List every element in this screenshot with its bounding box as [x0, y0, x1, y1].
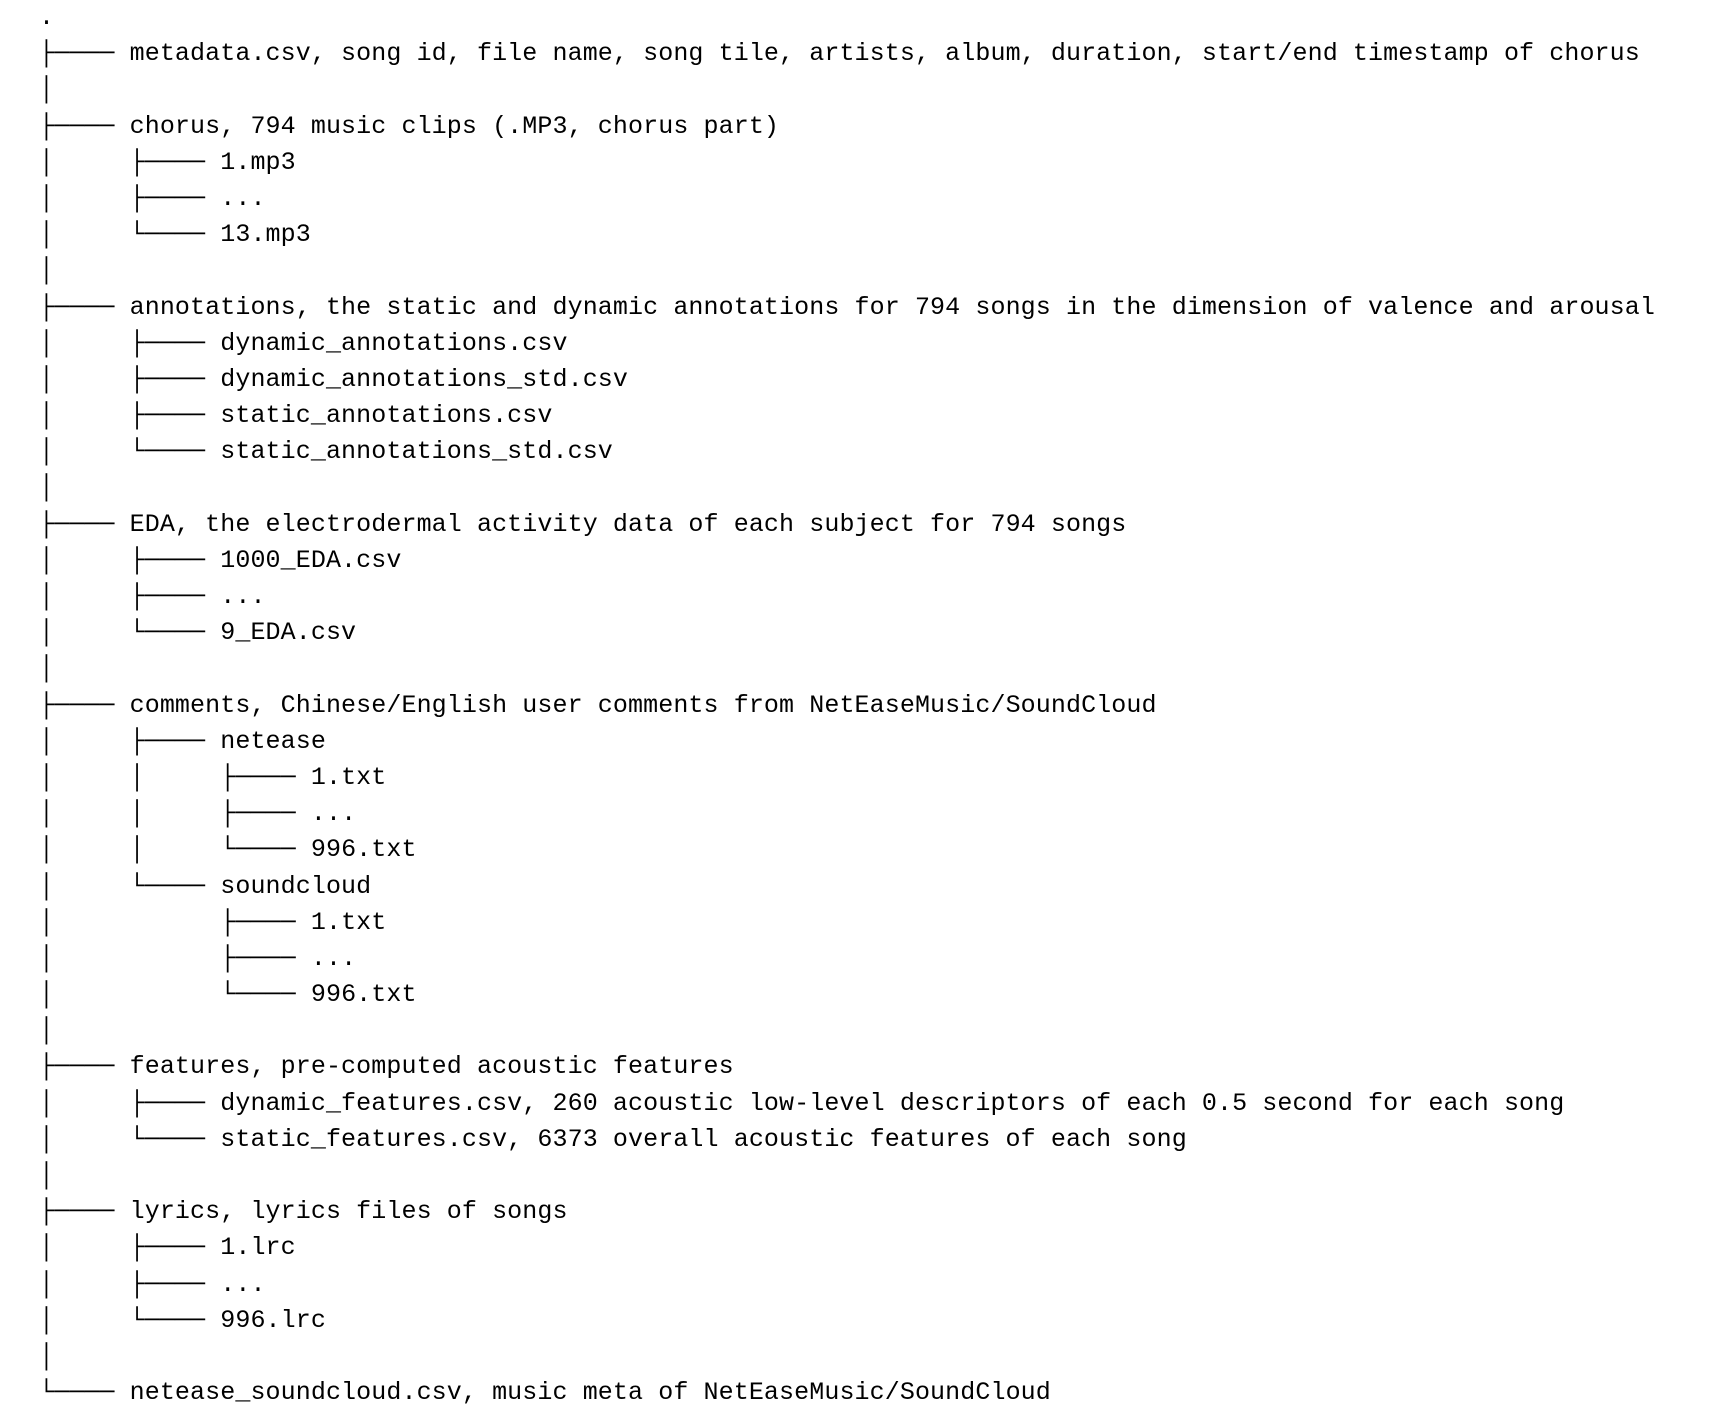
- tree-entry: [39, 181, 1655, 217]
- tree-connector-line: [39, 72, 1655, 108]
- tree-branch-glyph: │ └────: [39, 871, 221, 901]
- tree-branch-glyph: └────: [39, 1378, 130, 1408]
- tree-branch-glyph: │: [39, 473, 55, 503]
- tree-branch-glyph: │ └────: [39, 980, 311, 1010]
- tree-entry: [39, 905, 1655, 941]
- tree-entry-label: 1.lrc: [220, 1233, 296, 1263]
- tree-branch-glyph: │ └────: [39, 220, 221, 250]
- directory-tree: [39, 0, 1655, 1411]
- tree-entry-label: netease_soundcloud.csv, music meta of NetEaseMusic/SoundCloud: [129, 1378, 1051, 1408]
- tree-connector-line: [39, 253, 1655, 289]
- tree-entry-label: netease: [220, 726, 326, 756]
- tree-branch-glyph: │: [39, 75, 55, 105]
- tree-entry-label: metadata.csv, song id, file name, song tile, artists, album, duration, start/end timestamp of chorus: [129, 39, 1640, 69]
- tree-entry-label: static_annotations.csv: [220, 401, 553, 431]
- tree-entry: [39, 217, 1655, 253]
- tree-entry: [39, 145, 1655, 181]
- tree-entry-label: lyrics, lyrics files of songs: [129, 1197, 568, 1227]
- tree-connector-line: [39, 1158, 1655, 1194]
- tree-entry-label: 9_EDA.csv: [220, 618, 357, 648]
- tree-entry: [39, 941, 1655, 977]
- tree-entry: [39, 760, 1655, 796]
- tree-entry: [39, 507, 1655, 543]
- tree-branch-glyph: │ ├────: [39, 943, 311, 973]
- tree-entry-label: chorus, 794 music clips (.MP3, chorus part): [129, 111, 780, 141]
- tree-entry: [39, 543, 1655, 579]
- tree-entry: [39, 615, 1655, 651]
- tree-entry-label: 1.txt: [310, 907, 387, 937]
- tree-entry-label: 996.txt: [310, 980, 417, 1010]
- tree-entry: [39, 1267, 1655, 1303]
- tree-connector-line: [39, 1339, 1655, 1375]
- tree-branch-glyph: │ │ ├────: [39, 799, 311, 829]
- tree-branch-glyph: │: [39, 256, 55, 286]
- tree-branch-glyph: ├────: [39, 1052, 130, 1082]
- tree-branch-glyph: │: [39, 654, 55, 684]
- tree-branch-glyph: ├────: [39, 509, 130, 539]
- tree-entry: [39, 398, 1655, 434]
- tree-entry-label: dynamic_features.csv, 260 acoustic low-level descriptors of each 0.5 second for each song: [220, 1088, 1565, 1118]
- tree-entry: [39, 36, 1655, 72]
- tree-entry: [39, 362, 1655, 398]
- tree-entry: [39, 796, 1655, 832]
- tree-entry-label: ...: [310, 943, 357, 973]
- tree-branch-glyph: │: [39, 1161, 55, 1190]
- tree-entry-label: comments, Chinese/English user comments from NetEaseMusic/SoundCloud: [129, 690, 1157, 720]
- tree-entry: [39, 869, 1655, 905]
- tree-entry-label: static_annotations_std.csv: [220, 437, 613, 467]
- tree-entry: [39, 1086, 1655, 1122]
- tree-entry-label: dynamic_annotations_std.csv: [220, 364, 629, 394]
- tree-entry: [39, 1303, 1655, 1339]
- tree-root: .: [39, 3, 55, 32]
- tree-connector-line: [39, 1013, 1655, 1049]
- tree-branch-glyph: │ ├────: [39, 726, 221, 756]
- tree-branch-glyph: ├────: [39, 1197, 130, 1227]
- tree-entry-label: 1.txt: [310, 762, 387, 792]
- tree-entry-label: dynamic_annotations.csv: [220, 328, 568, 358]
- tree-entry-label: ...: [220, 582, 266, 611]
- tree-branch-glyph: │ ├────: [39, 1088, 221, 1118]
- tree-branch-glyph: │ └────: [39, 1124, 221, 1154]
- tree-entry: [39, 326, 1655, 362]
- tree-branch-glyph: │ ├────: [39, 1269, 221, 1299]
- tree-branch-glyph: │ └────: [39, 1305, 221, 1335]
- tree-branch-glyph: ├────: [39, 39, 130, 69]
- tree-entry: [39, 1049, 1655, 1085]
- tree-entry: [39, 688, 1655, 724]
- tree-branch-glyph: ├────: [39, 111, 130, 141]
- tree-entry: [39, 1230, 1655, 1266]
- tree-entry: [39, 109, 1655, 145]
- tree-branch-glyph: │ ├────: [39, 147, 221, 177]
- tree-entry-label: annotations, the static and dynamic annotations for 794 songs in the dimension of valence and arousal: [129, 292, 1655, 322]
- tree-branch-glyph: ├────: [39, 292, 130, 322]
- tree-branch-glyph: │ ├────: [39, 328, 221, 358]
- tree-entry: [39, 290, 1655, 326]
- tree-branch-glyph: │ └────: [39, 437, 221, 467]
- tree-entry-label: 1000_EDA.csv: [220, 545, 402, 575]
- tree-entry: [39, 1194, 1655, 1230]
- tree-branch-glyph: ├────: [39, 690, 130, 720]
- tree-entry-label: 996.txt: [310, 835, 417, 865]
- tree-entry-label: ...: [310, 799, 357, 829]
- tree-entry: [39, 579, 1655, 615]
- tree-connector-line: [39, 470, 1655, 506]
- tree-entry-label: ...: [220, 183, 266, 213]
- tree-branch-glyph: │ ├────: [39, 401, 221, 431]
- tree-entry: [39, 977, 1655, 1013]
- tree-entry: [39, 1375, 1655, 1411]
- tree-entry-label: static_features.csv, 6373 overall acoustic features of each song: [220, 1124, 1187, 1154]
- tree-entry-label: features, pre-computed acoustic features: [129, 1052, 734, 1082]
- tree-branch-glyph: │ ├────: [39, 545, 221, 575]
- tree-entry: [39, 724, 1655, 760]
- tree-branch-glyph: │ │ └────: [39, 835, 311, 865]
- tree-entry: [39, 1122, 1655, 1158]
- tree-branch-glyph: │: [39, 1341, 55, 1371]
- tree-branch-glyph: │ │ ├────: [39, 762, 311, 792]
- tree-entry-label: 996.lrc: [220, 1305, 326, 1335]
- tree-branch-glyph: │: [39, 1016, 55, 1046]
- tree-connector-line: [39, 651, 1655, 687]
- tree-entry: [39, 832, 1655, 868]
- tree-entry-label: 13.mp3: [220, 220, 311, 250]
- tree-branch-glyph: │ ├────: [39, 582, 221, 611]
- tree-branch-glyph: │ ├────: [39, 907, 311, 937]
- tree-entry-label: EDA, the electrodermal activity data of each subject for 794 songs: [129, 509, 1127, 539]
- tree-branch-glyph: │ ├────: [39, 1233, 221, 1263]
- tree-entry: [39, 434, 1655, 470]
- tree-branch-glyph: │ └────: [39, 618, 221, 648]
- tree-branch-glyph: │ ├────: [39, 183, 221, 213]
- tree-entry-label: soundcloud: [220, 871, 372, 901]
- tree-branch-glyph: │ ├────: [39, 364, 221, 394]
- tree-entry-label: 1.mp3: [220, 147, 296, 177]
- tree-entry-label: ...: [220, 1269, 266, 1299]
